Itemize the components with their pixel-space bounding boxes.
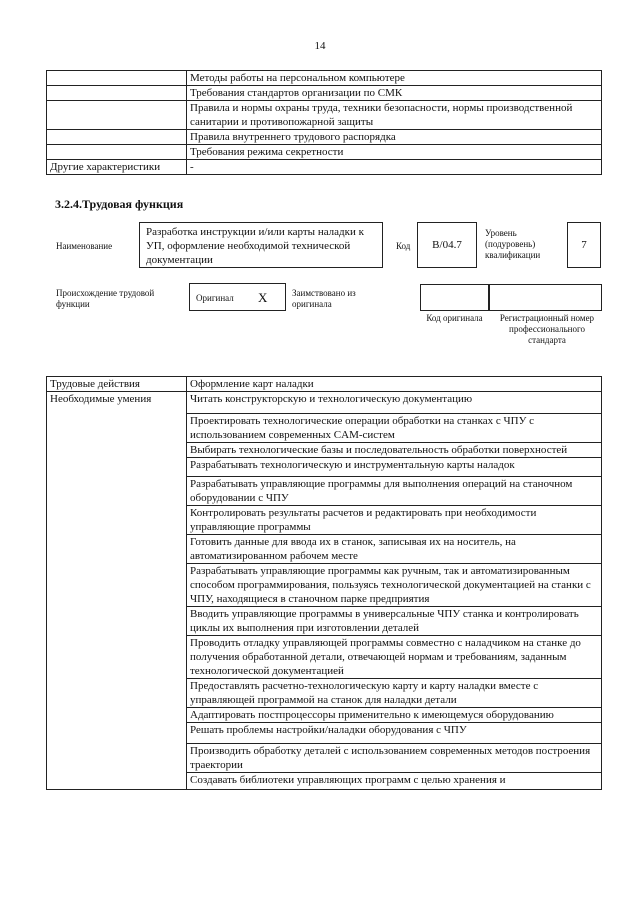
table-cell: Правила и нормы охраны труда, техники безопасности, нормы производственной санитарии и противопожарной защиты bbox=[187, 101, 602, 130]
section-title: 3.2.4.Трудовая функция bbox=[55, 197, 184, 211]
function-code-value: В/04.7 bbox=[432, 239, 462, 251]
skill-item: Разрабатывать технологическую и инструментальную карты наладок bbox=[187, 458, 602, 477]
table-row bbox=[47, 71, 602, 86]
skill-item: Создавать библиотеки управляющих программ с целью хранения и bbox=[187, 773, 602, 790]
table-cell: Требования стандартов организации по СМК bbox=[187, 86, 602, 101]
other-characteristics-value: - bbox=[187, 160, 602, 175]
skill-item: Решать проблемы настройки/наладки оборудования с ЧПУ bbox=[187, 723, 602, 744]
skill-item: Вводить управляющие программы в универсальные ЧПУ станка и контролировать циклы их выполнения при изготовлении деталей bbox=[187, 607, 602, 636]
skill-item: Читать конструкторскую и технологическую документацию bbox=[187, 392, 602, 414]
skill-item: Готовить данные для ввода их в станок, записывая их на носитель, на автоматизированном рабочем месте bbox=[187, 535, 602, 564]
table-row bbox=[47, 101, 602, 130]
skill-item: Производить обработку деталей с использованием современных методов построения траектории bbox=[187, 744, 602, 773]
original-code-caption: Код оригинала bbox=[426, 313, 483, 323]
original-label: Оригинал bbox=[196, 293, 234, 303]
skill-item: Проводить отладку управляющей программы совместно с наладчиком на станке до получения обработанной детали, отвечающей нормам и требованиям, заданным технологической документацией bbox=[187, 636, 602, 679]
original-mark: X bbox=[258, 290, 268, 305]
labor-actions-value: Оформление карт наладки bbox=[187, 377, 602, 392]
table-cell: Требования режима секретности bbox=[187, 145, 602, 160]
table-cell-label bbox=[47, 86, 187, 101]
qualification-level-label: Уровень (подуровень) квалификации bbox=[485, 228, 541, 260]
code-label: Код bbox=[396, 241, 411, 251]
labor-function-table bbox=[46, 376, 602, 790]
origin-label: Происхождение трудовой функции bbox=[56, 288, 155, 309]
table-cell-label bbox=[47, 145, 187, 160]
table-row bbox=[47, 160, 602, 175]
table-row bbox=[47, 86, 602, 101]
qualification-level-box bbox=[567, 222, 601, 268]
table-cell: Правила внутреннего трудового распорядка bbox=[187, 130, 602, 145]
page-number: 14 bbox=[314, 40, 326, 52]
labor-actions-label: Трудовые действия bbox=[47, 377, 187, 392]
skill-item: Контролировать результаты расчетов и редактировать при необходимости управляющие программы bbox=[187, 506, 602, 535]
skill-item: Проектировать технологические операции обработки на станках с ЧПУ с использованием современных CAM-систем bbox=[187, 414, 602, 443]
registration-number-box bbox=[489, 284, 602, 311]
original-code-box bbox=[420, 284, 489, 311]
name-label: Наименование bbox=[56, 241, 113, 251]
other-characteristics-label: Другие характеристики bbox=[47, 160, 187, 175]
skill-item: Выбирать технологические базы и последовательность обработки поверхностей bbox=[187, 443, 602, 458]
skill-item: Предоставлять расчетно-технологическую карту и карту наладки вместе с управляющей программой на станок для наладки детали bbox=[187, 679, 602, 708]
function-name-box bbox=[139, 222, 383, 268]
table-cell-label bbox=[47, 130, 187, 145]
table-cell: Методы работы на персональном компьютере bbox=[187, 71, 602, 86]
knowledge-table bbox=[46, 70, 602, 175]
table-cell-label bbox=[47, 71, 187, 86]
function-name-value: Разработка инструкции и/или карты наладки к УП, оформление необходимой технической документации bbox=[146, 226, 364, 266]
qualification-level-value: 7 bbox=[581, 239, 587, 251]
skill-item: Адаптировать постпроцессоры применительно к имеющемуся оборудованию bbox=[187, 708, 602, 723]
table-cell-label bbox=[47, 101, 187, 130]
original-box bbox=[189, 283, 286, 311]
table-row bbox=[47, 377, 602, 392]
registration-number-caption: Регистрационный номер профессионального стандарта bbox=[499, 313, 595, 345]
required-skills-label: Необходимые умения bbox=[47, 392, 187, 790]
table-row bbox=[47, 145, 602, 160]
table-row bbox=[47, 130, 602, 145]
function-code-box bbox=[417, 222, 477, 268]
table-row bbox=[47, 392, 602, 414]
skill-item: Разрабатывать управляющие программы для выполнения операций на станочном оборудовании с ЧПУ bbox=[187, 477, 602, 506]
skill-item: Разрабатывать управляющие программы как ручным, так и автоматизированным способом программирования, пользуясь технологической документацией на станки с ЧПУ, находящиеся в станочном парке предприятия bbox=[187, 564, 602, 607]
borrowed-label: Заимствовано из оригинала bbox=[292, 288, 356, 309]
